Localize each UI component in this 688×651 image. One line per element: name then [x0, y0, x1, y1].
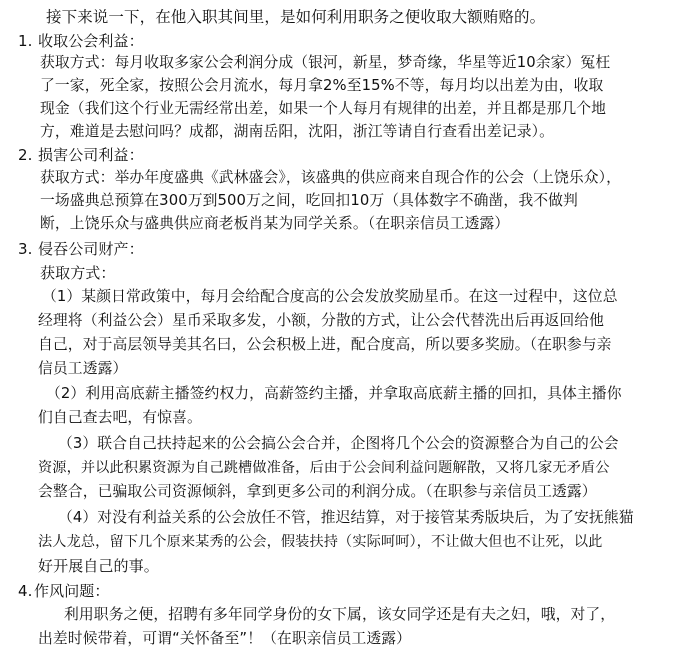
intro-line: 接下来说一下，在他入职其间里，是如何利用职务之便收取大额贿赂的。 — [46, 8, 546, 26]
section-3-item-4-line: 法人龙总，留下几个原来某秀的公会，假装扶持（实际呵呵），不让做大但也不让死，以此 — [38, 534, 603, 550]
section-3-subtitle: 获取方式： — [40, 264, 116, 282]
section-1-heading — [18, 30, 144, 52]
section-3-item-1-line: （1）某颜日常政策中，每月会给配合度高的公会发放奖励星币。在这一过程中，这位总 — [42, 288, 618, 305]
section-3-item-4-line: （4）对没有利益关系的公会放任不管，推迟结算，对于接管某秀版块后，为了安抚熊猫 — [58, 509, 634, 526]
section-3-item-3-line: （3）联合自己扶持起来的公会搞公会合并，企图将几个公会的资源整合为自己的公会 — [58, 435, 619, 452]
section-1-line: 现金（我们这个行业无需经常出差，如果一个人每月有规律的出差，并且都是那几个地 — [40, 100, 607, 117]
section-3-item-1-line: 信员工透露） — [38, 360, 128, 377]
section-3-item-1-line: 自己，对于高层领导美其名曰，公会积极上进，配合度高，所以要多奖励。（在职参与亲 — [38, 336, 612, 353]
section-1-title: 收取公会利益： — [38, 32, 144, 50]
section-4-line: 出差时候带着，可谓“关怀备至”！（在职亲信员工透露） — [38, 630, 412, 647]
section-4-title: 作风问题： — [34, 582, 110, 600]
section-1-line: 了一家，死全家，按照公会月流水，每月拿2%至15%不等，每月均以出差为由，收取 — [40, 77, 604, 94]
section-2-heading — [18, 144, 144, 166]
section-3-item-3-line: 会整合，已骗取公司资源倾斜，拿到更多公司的利润分成。（在职参与亲信员工透露） — [38, 483, 597, 500]
section-3-item-4-line: 好开展自己的事。 — [38, 557, 159, 575]
section-1-line: 获取方式：每月收取多家公会利润分成（银河，新星，梦奇缘，华星等近10余家）冤枉 — [40, 54, 611, 71]
section-3-heading — [18, 238, 144, 260]
section-3-item-2-line: 们自己查去吧，有惊喜。 — [38, 409, 202, 426]
section-3-item-3-line: 资源，并以此积累资源为自己跳槽做准备，后由于公会间利益问题解散，又将几家无矛盾公 — [38, 460, 610, 476]
section-2-number: 2. — [18, 146, 33, 164]
section-3-number: 3. — [18, 240, 33, 258]
section-3-item-2-line: （2）利用高底薪主播签约权力，高薪签约主播，并拿取高底薪主播的回扣，具体主播你 — [46, 385, 622, 402]
section-3-title: 侵吞公司财产： — [38, 240, 144, 258]
section-4-line: 利用职务之便，招聘有多年同学身份的女下属，该女同学还是有夫之妇，哦，对了， — [64, 606, 616, 623]
section-2-line: 断，上饶乐众与盛典供应商老板肖某为同学关系。（在职亲信员工透露） — [40, 215, 510, 232]
section-4-heading — [18, 580, 110, 602]
section-1-number: 1. — [18, 32, 33, 50]
section-1-line: 方，难道是去慰问吗？成都，湖南岳阳，沈阳，浙江等请自行查看出差记录）。 — [40, 123, 554, 140]
section-2-line: 一场盛典总预算在300万到500万之间，吃回扣10万（具体数字不确凿，我不做判 — [40, 192, 578, 209]
section-4-number: 4. — [18, 582, 33, 600]
section-2-title: 损害公司利益： — [38, 146, 144, 164]
section-3-item-1-line: 经理将（利益公会）星币采取多发，小额，分散的方式，让公会代替洗出后再返回给他 — [38, 312, 605, 329]
section-2-line: 获取方式：举办年度盛典《武林盛会》，该盛典的供应商来自现合作的公会（上饶乐众）， — [40, 169, 622, 186]
